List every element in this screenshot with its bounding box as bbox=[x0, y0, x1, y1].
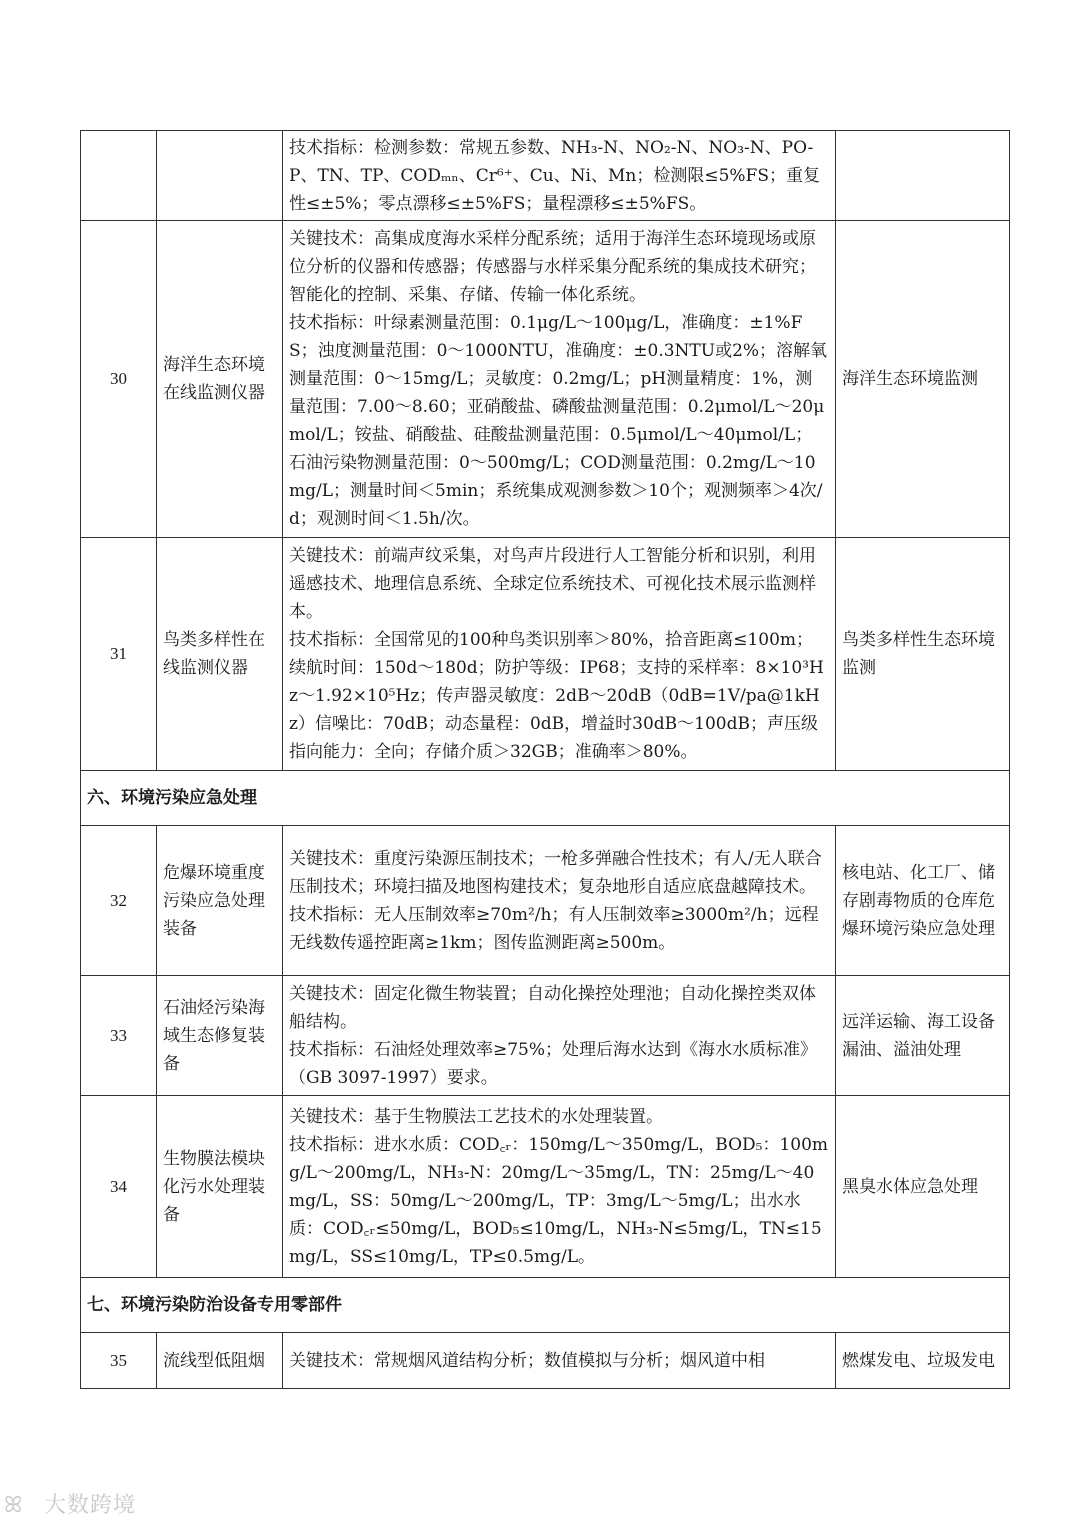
row-number: 31 bbox=[81, 538, 157, 771]
row-number: 33 bbox=[81, 976, 157, 1096]
spec-table bbox=[80, 130, 1010, 1389]
spec-line: 关键技术：固定化微生物装置；自动化操控处理池；自动化操控类双体船结构。 bbox=[289, 983, 816, 1032]
equipment-name: 石油烃污染海域生态修复装备 bbox=[157, 976, 283, 1096]
row-number: 30 bbox=[81, 221, 157, 538]
row-number: 32 bbox=[81, 826, 157, 976]
technical-spec bbox=[283, 1333, 836, 1389]
technical-spec bbox=[283, 976, 836, 1096]
spec-line: 关键技术：基于生物膜法工艺技术的水处理装置。 bbox=[289, 1106, 663, 1127]
table-row bbox=[81, 1096, 1010, 1278]
spec-line: 技术指标：全国常见的100种鸟类识别率＞80%，拾音距离≤100m；续航时间：150d～180d；防护等级：IP68；支持的采样率：8×10³Hz～1.92×10⁵Hz；传声器灵敏度：2dB～20dB（0dB=1V/pa@1kHz）信噪比：70dB；动态量程：0dB，增益时30dB～100dB；声压级指向能力：全向；存储介质＞32GB；准确率＞80%。 bbox=[289, 630, 824, 762]
spec-line: 技术指标：叶绿素测量范围：0.1μg/L～100μg/L，准确度：±1%FS；浊度测量范围：0～1000NTU，准确度：±0.3NTU或2%；溶解氧测量范围：0～15mg/L；灵敏度：0.2mg/L；pH测量精度：1%，测量范围：7.00～8.60；亚硝酸盐、磷酸盐测量范围：0.2μmol/L～20μmol/L；铵盐、硝酸盐、硅酸盐测量范围：0.5μmol/L～40μmol/L；石油污染物测量范围：0～500mg/L；COD测量范围：0.2mg/L～10mg/L；测量时间＜5min；系统集成观测参数＞10个；观测频率＞4次/d；观测时间＜1.5h/次。 bbox=[289, 313, 828, 529]
section-row bbox=[81, 771, 1010, 826]
application-field: 燃煤发电、垃圾发电 bbox=[836, 1333, 1010, 1389]
equipment-name: 危爆环境重度污染应急处理装备 bbox=[157, 826, 283, 976]
equipment-name: 流线型低阻烟 bbox=[157, 1333, 283, 1389]
application-field: 远洋运输、海工设备漏油、溢油处理 bbox=[836, 976, 1010, 1096]
section-row bbox=[81, 1278, 1010, 1333]
spec-line: 技术指标：石油烃处理效率≥75%；处理后海水达到《海水水质标准》（GB 3097-1997）要求。 bbox=[289, 1039, 818, 1088]
table-row bbox=[81, 221, 1010, 538]
row-number: 35 bbox=[81, 1333, 157, 1389]
section-heading: 六、环境污染应急处理 bbox=[81, 771, 1010, 826]
table-row bbox=[81, 976, 1010, 1096]
table-row bbox=[81, 1333, 1010, 1389]
technical-spec bbox=[283, 131, 836, 221]
application-field: 海洋生态环境监测 bbox=[836, 221, 1010, 538]
technical-spec bbox=[283, 221, 836, 538]
spec-line: 关键技术：常规烟风道结构分析；数值模拟与分析；烟风道中相 bbox=[289, 1350, 765, 1371]
application-field: 黑臭水体应急处理 bbox=[836, 1096, 1010, 1278]
table-row bbox=[81, 538, 1010, 771]
row-number: 34 bbox=[81, 1096, 157, 1278]
spec-line: 关键技术：高集成度海水采样分配系统；适用于海洋生态环境现场或原位分析的仪器和传感器；传感器与水样采集分配系统的集成技术研究；智能化的控制、采集、存储、传输一体化系统。 bbox=[289, 229, 816, 305]
watermark-text: 大数跨境 bbox=[44, 1493, 137, 1518]
watermark-logo-icon: ꕤ bbox=[4, 1493, 24, 1518]
equipment-name bbox=[157, 131, 283, 221]
table-row bbox=[81, 826, 1010, 976]
section-heading: 七、环境污染防治设备专用零部件 bbox=[81, 1278, 1010, 1333]
spec-line: 关键技术：重度污染源压制技术；一枪多弹融合性技术；有人/无人联合压制技术；环境扫描及地图构建技术；复杂地形自适应底盘越障技术。 bbox=[289, 848, 822, 897]
watermark bbox=[4, 1488, 136, 1519]
row-number bbox=[81, 131, 157, 221]
application-field: 核电站、化工厂、储存剧毒物质的仓库危爆环境污染应急处理 bbox=[836, 826, 1010, 976]
spec-line: 技术指标：检测参数：常规五参数、NH₃-N、NO₂-N、NO₃-N、PO-P、TN、TP、CODₘₙ、Cr⁶⁺、Cu、Ni、Mn；检测限≤5%FS；重复性≤±5%；零点漂移≤±5%FS；量程漂移≤±5%FS。 bbox=[289, 137, 820, 214]
equipment-name: 生物膜法模块化污水处理装备 bbox=[157, 1096, 283, 1278]
application-field: 鸟类多样性生态环境监测 bbox=[836, 538, 1010, 771]
equipment-name: 海洋生态环境在线监测仪器 bbox=[157, 221, 283, 538]
spec-line: 技术指标：无人压制效率≥70m²/h；有人压制效率≥3000m²/h；远程无线数传遥控距离≥1km；图传监测距离≥500m。 bbox=[289, 904, 819, 953]
equipment-name: 鸟类多样性在线监测仪器 bbox=[157, 538, 283, 771]
technical-spec bbox=[283, 538, 836, 771]
table-row bbox=[81, 131, 1010, 221]
technical-spec bbox=[283, 826, 836, 976]
technical-spec bbox=[283, 1096, 836, 1278]
spec-line: 技术指标：进水水质：COD꜀ᵣ：150mg/L～350mg/L，BOD₅：100mg/L～200mg/L，NH₃-N：20mg/L～35mg/L，TN：25mg/L～40mg/L，SS：50mg/L～200mg/L，TP：3mg/L～5mg/L；出水水质：COD꜀ᵣ≤50mg/L，BOD₅≤10mg/L，NH₃-N≤5mg/L，TN≤15mg/L，SS≤10mg/L，TP≤0.5mg/L。 bbox=[289, 1134, 829, 1267]
spec-line: 关键技术：前端声纹采集，对鸟声片段进行人工智能分析和识别，利用遥感技术、地理信息系统、全球定位系统技术、可视化技术展示监测样本。 bbox=[289, 546, 816, 622]
application-field bbox=[836, 131, 1010, 221]
